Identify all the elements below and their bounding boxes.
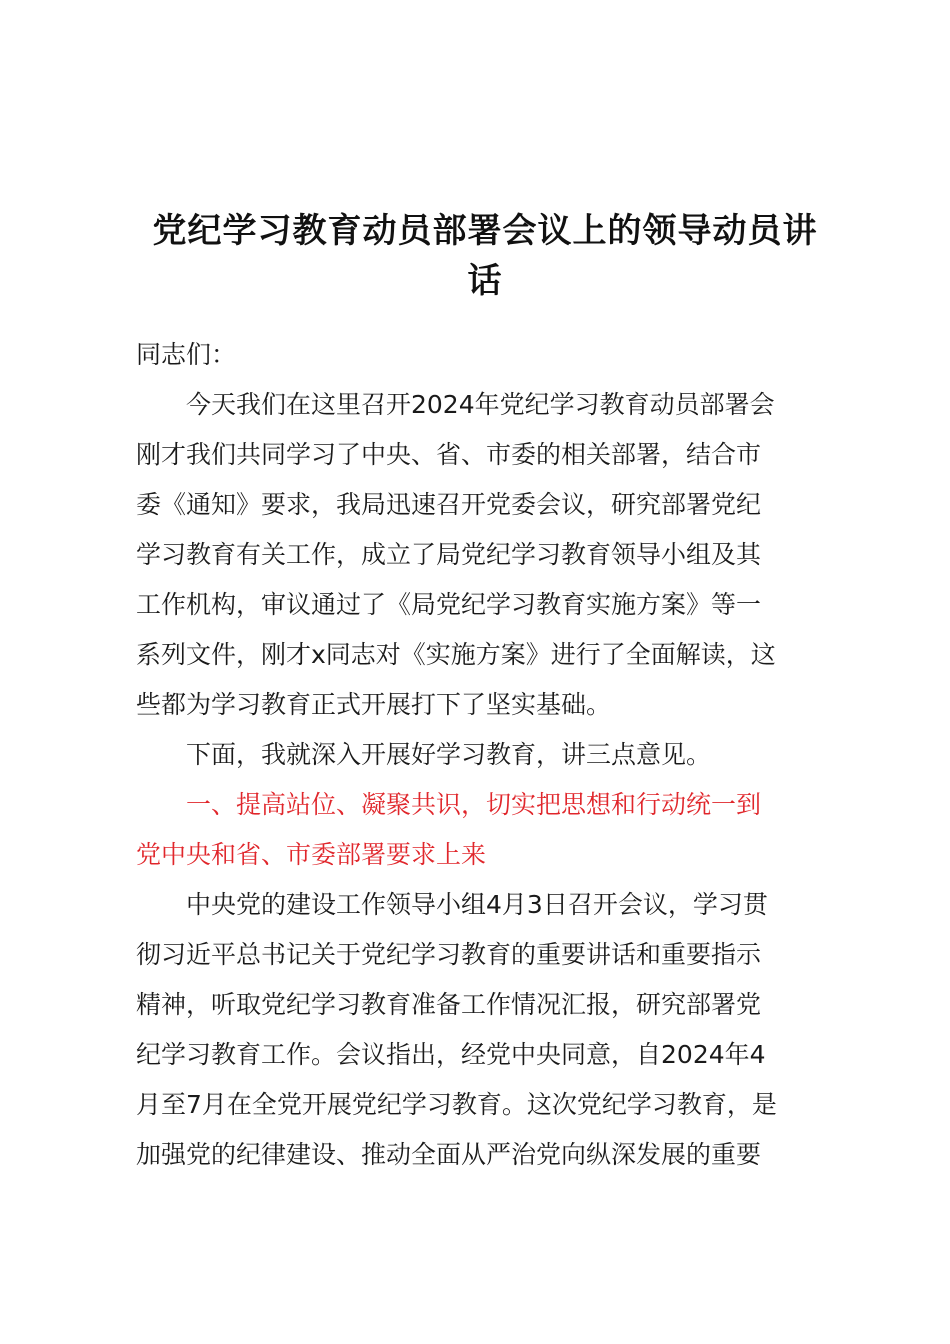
paragraph-line: 彻习近平总书记关于党纪学习教育的重要讲话和重要指示: [136, 940, 762, 969]
paragraph-line: 学习教育有关工作，成立了局党纪学习教育领导小组及其: [136, 540, 762, 569]
section-heading-line: 党中央和省、市委部署要求上来: [136, 840, 487, 869]
paragraph-line: 些都为学习教育正式开展打下了坚实基础。: [136, 690, 612, 719]
salutation: 同志们：: [136, 340, 237, 369]
paragraph-transition: 下面，我就深入开展好学习教育，讲三点意见。: [186, 740, 712, 769]
document-body: [136, 330, 856, 1180]
paragraph-line: 加强党的纪律建设、推动全面从严治党向纵深发展的重要: [136, 1140, 762, 1169]
paragraph-line: 今天我们在这里召开2024年党纪学习教育动员部署会: [186, 390, 775, 419]
paragraph-opening: [136, 380, 856, 730]
paragraph-line: 月至7月在全党开展党纪学习教育。这次党纪学习教育，是: [136, 1090, 777, 1119]
paragraph-line: 工作机构，审议通过了《局党纪学习教育实施方案》等一: [136, 590, 762, 619]
paragraph-line: 中央党的建设工作领导小组4月3日召开会议，学习贯: [186, 890, 768, 919]
paragraph-section1: [136, 880, 856, 1180]
paragraph-line: 刚才我们共同学习了中央、省、市委的相关部署，结合市: [136, 440, 762, 469]
paragraph-line: 委《通知》要求，我局迅速召开党委会议，研究部署党纪: [136, 490, 762, 519]
paragraph-line: 系列文件，刚才x同志对《实施方案》进行了全面解读，这: [136, 640, 776, 669]
title-line: 话: [467, 261, 503, 301]
paragraph-line: 纪学习教育工作。会议指出，经党中央同意，自2024年4: [136, 1040, 766, 1069]
section-heading-line: 一、提高站位、凝聚共识，切实把思想和行动统一到: [186, 790, 762, 819]
title-line: 党纪学习教育动员部署会议上的领导动员讲: [152, 211, 818, 251]
document-title: [120, 206, 850, 306]
paragraph-line: 精神，听取党纪学习教育准备工作情况汇报，研究部署党: [136, 990, 762, 1019]
section-heading: [136, 780, 856, 880]
